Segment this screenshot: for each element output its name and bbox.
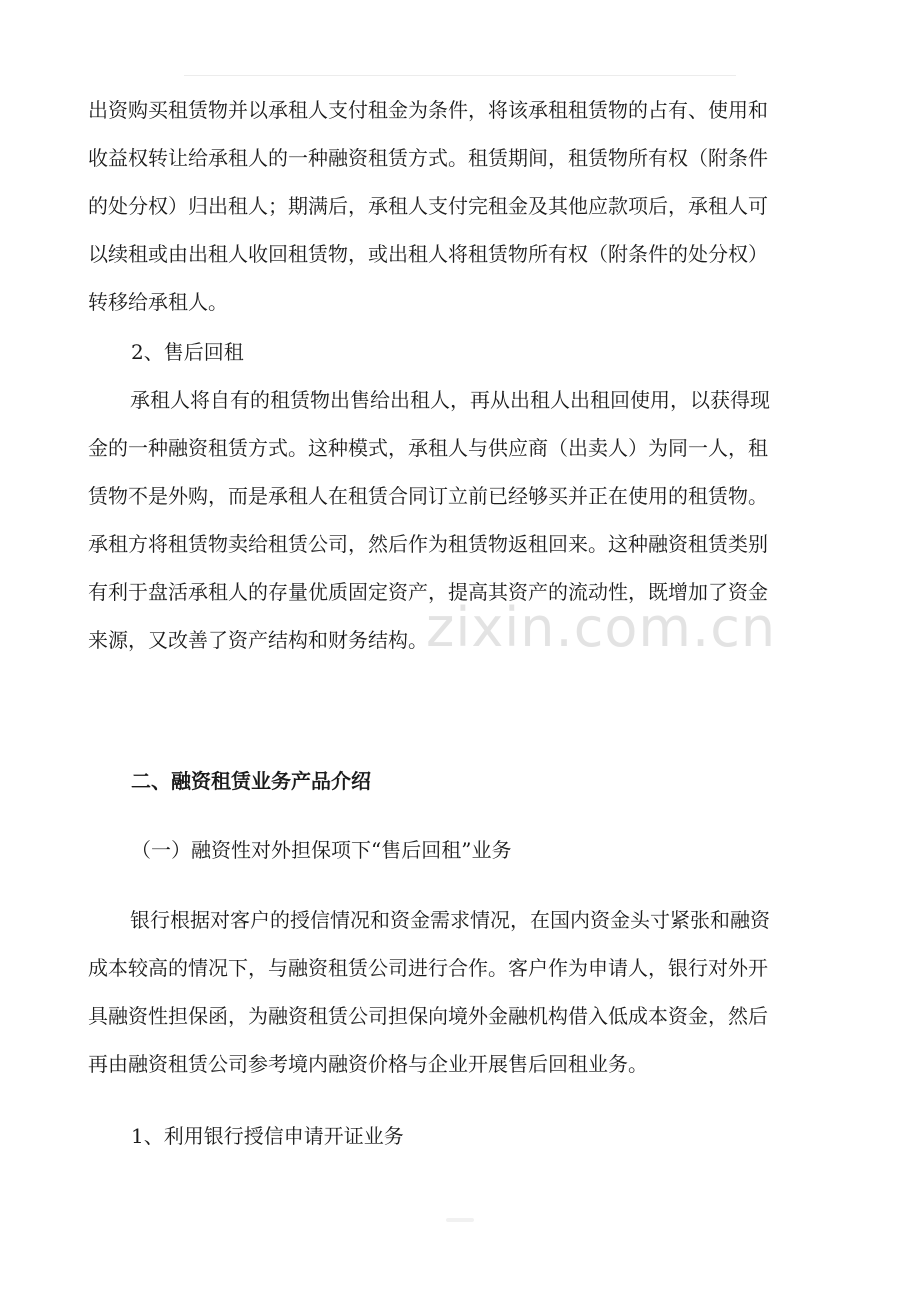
text-line: 的处分权）归出租人；期满后，承租人支付完租金及其他应款项后，承租人可 <box>88 194 768 218</box>
text-line: 以续租或由出租人收回租赁物，或出租人将租赁物所有权（附条件的处分权） <box>88 242 768 266</box>
section-heading: 二、融资租赁业务产品介绍 <box>131 769 371 793</box>
header-rule <box>184 75 736 76</box>
subsection-heading: （一）融资性对外担保项下“售后回租”业务 <box>131 838 512 862</box>
text-line: 银行根据对客户的授信情况和资金需求情况，在国内资金头寸紧张和融资 <box>130 908 770 932</box>
paragraph-bank-guarantee <box>88 896 836 1088</box>
text-line: 赁物不是外购，而是承租人在租赁合同订立前已经够买并正在使用的租赁物。 <box>88 484 768 508</box>
text-line: 承租方将租赁物卖给租赁公司，然后作为租赁物返租回来。这种融资租赁类别 <box>88 532 768 556</box>
paragraph-sale-leaseback <box>88 376 836 664</box>
watermark: zixin.com.cn <box>426 596 777 659</box>
text-line: 有利于盘活承租人的存量优质固定资产，提高其资产的流动性，既增加了资金 <box>88 580 768 604</box>
text-line: 成本较高的情况下，与融资租赁公司进行合作。客户作为申请人，银行对外开 <box>88 956 768 980</box>
item-title-letter-of-credit: 1、利用银行授信申请开证业务 <box>131 1124 404 1148</box>
item-title-sale-leaseback: 2、售后回租 <box>131 340 244 364</box>
paragraph-finance-lease <box>88 86 836 326</box>
text-line: 收益权转让给承租人的一种融资租赁方式。租赁期间，租赁物所有权（附条件 <box>88 146 768 170</box>
text-line: 承租人将自有的租赁物出售给出租人，再从出租人出租回使用，以获得现 <box>130 388 770 412</box>
text-line: 出资购买租赁物并以承租人支付租金为条件，将该承租租赁物的占有、使用和 <box>88 98 768 122</box>
text-line: 再由融资租赁公司参考境内融资价格与企业开展售后回租业务。 <box>88 1052 648 1076</box>
footer-mark <box>446 1218 474 1222</box>
text-line: 转移给承租人。 <box>88 290 228 314</box>
text-line: 来源，又改善了资产结构和财务结构。 <box>88 628 428 652</box>
text-line: 具融资性担保函，为融资租赁公司担保向境外金融机构借入低成本资金，然后 <box>88 1004 768 1028</box>
text-line: 金的一种融资租赁方式。这种模式，承租人与供应商（出卖人）为同一人，租 <box>88 436 768 460</box>
